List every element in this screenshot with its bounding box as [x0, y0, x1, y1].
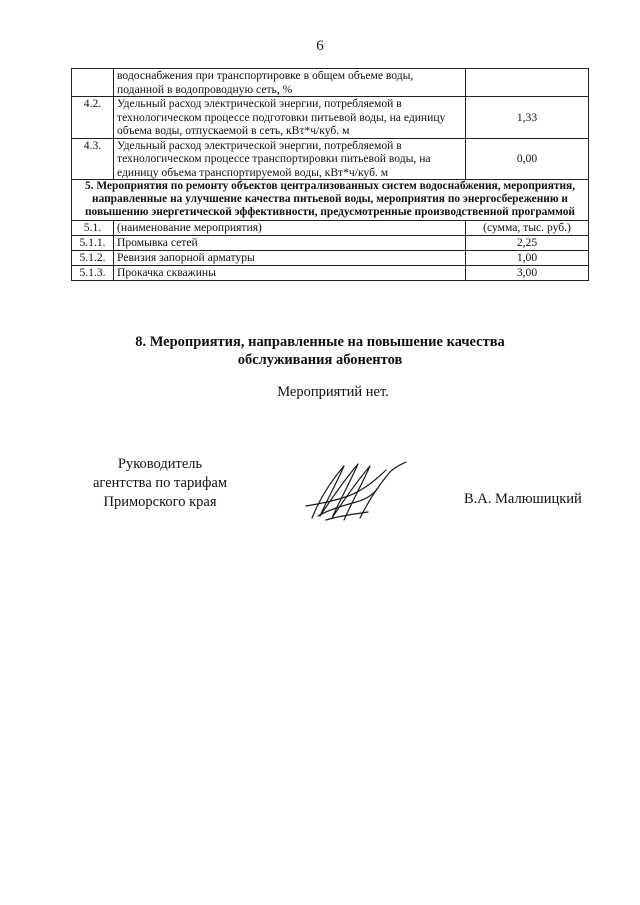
row-number — [72, 69, 114, 97]
row-description: Ревизия запорной арматуры — [114, 250, 466, 265]
section-8-text: Мероприятий нет. — [277, 384, 389, 400]
row-description: Удельный расход электрической энергии, потребляемой в технологическом процессе транспортировки питьевой воды, на единицу объема транспортируемой воды, кВт*ч/куб. м — [114, 138, 466, 180]
section-8-heading-line1: 8. Мероприятия, направленные на повышение качества — [135, 334, 505, 350]
row-value: 2,25 — [466, 235, 589, 250]
table-row — [72, 250, 589, 265]
row-value: (сумма, тыс. руб.) — [466, 220, 589, 235]
signer-title-line3: Приморского края — [103, 494, 217, 510]
table-row — [72, 138, 589, 180]
row-value: 1,33 — [466, 97, 589, 139]
row-description: (наименование мероприятия) — [114, 220, 466, 235]
row-description: Прокачка скважины — [114, 265, 466, 280]
section-5-header: 5. Мероприятия по ремонту объектов централизованных систем водоснабжения, мероприятия, направленные на улучшение качества питьевой воды, мероприятия по энергосбережению и повышению энергетической эффективности, предусмотренные производственной программой — [72, 180, 589, 221]
table-row — [72, 235, 589, 250]
page-number: 6 — [316, 38, 324, 54]
row-number: 5.1. — [72, 220, 114, 235]
indicators-table — [71, 68, 589, 281]
row-value: 1,00 — [466, 250, 589, 265]
row-number: 5.1.1. — [72, 235, 114, 250]
row-description: водоснабжения при транспортировке в общем объеме воды, поданной в водопроводную сеть, % — [114, 69, 466, 97]
row-value — [466, 69, 589, 97]
section-8-heading-line2: обслуживания абонентов — [237, 352, 403, 368]
row-number: 5.1.3. — [72, 265, 114, 280]
row-value: 3,00 — [466, 265, 589, 280]
signer-title — [80, 455, 240, 512]
table-row — [72, 220, 589, 235]
row-description: Удельный расход электрической энергии, потребляемой в технологическом процессе подготовки питьевой воды, на единицу объема воды, отпускаемой в сеть, кВт*ч/куб. м — [114, 97, 466, 139]
row-number: 5.1.2. — [72, 250, 114, 265]
table-row — [72, 97, 589, 139]
table-row — [72, 265, 589, 280]
signer-title-line2: агентства по тарифам — [93, 475, 227, 491]
row-value: 0,00 — [466, 138, 589, 180]
row-description: Промывка сетей — [114, 235, 466, 250]
handwritten-signature — [298, 458, 410, 524]
signer-title-line1: Руководитель — [117, 456, 203, 472]
row-number: 4.3. — [72, 138, 114, 180]
section-header-row — [72, 180, 589, 221]
section-8-heading — [0, 333, 640, 369]
table-row — [72, 69, 589, 97]
signer-name: В.А. Малюшицкий — [464, 491, 582, 507]
row-number: 4.2. — [72, 97, 114, 139]
